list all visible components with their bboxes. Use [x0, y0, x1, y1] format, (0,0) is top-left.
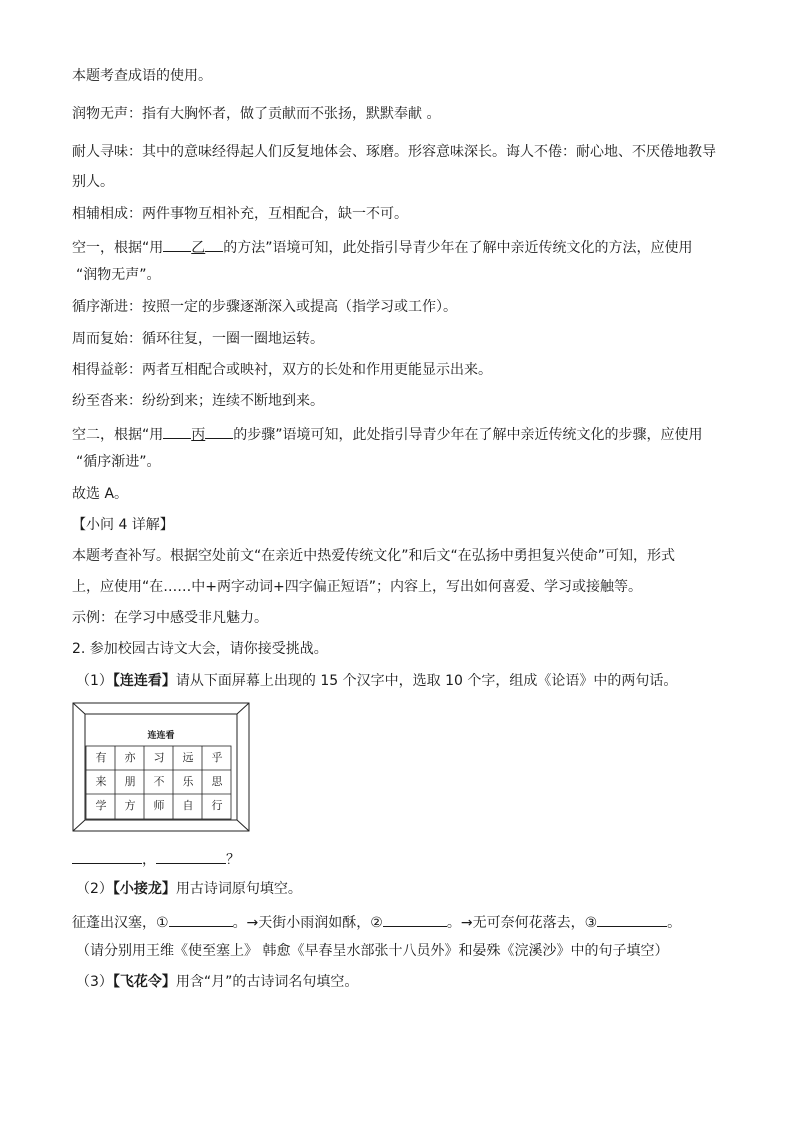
line-18: 示例：在学习中感受非凡魅力。 [72, 610, 268, 626]
line-2: 润物无声：指有大胸怀者，做了贡献而不张扬，默默奉献 。 [72, 106, 441, 122]
question-text: 请从下面屏幕上出现的 15 个汉字中，选取 10 个字，组成《论语》中的两句话。 [175, 673, 678, 689]
grid-cell: 自 [182, 799, 194, 812]
game-screen-image [72, 702, 250, 832]
comma: ， [142, 852, 156, 868]
grid-cell: 习 [153, 751, 165, 764]
line-14: 故选 A。 [72, 486, 129, 502]
line-20 [76, 672, 677, 690]
grid-cell: 思 [211, 775, 223, 788]
question-number: （3） [76, 974, 113, 990]
blank-answer: 乙 [191, 240, 206, 256]
grid-cell: 行 [211, 799, 223, 812]
grid-cell: 方 [124, 799, 136, 812]
answer-blank [597, 911, 667, 927]
grid-cell: 远 [182, 751, 194, 764]
blank-underline [205, 236, 223, 252]
answer-blank [383, 911, 447, 927]
blank-underline [205, 423, 233, 439]
blank-underline [163, 236, 191, 252]
line-13: “循序渐进”。 [76, 454, 161, 470]
line-12-end: 的步骤”语境可知，此处指引导青少年在了解中亲近传统文化的步骤，应使用 [233, 427, 703, 443]
line-3: 耐人寻味：其中的意味经得起人们反复地体会、琢磨。形容意味深长。诲人不倦：耐心地、不厌倦地教导 [72, 144, 716, 160]
answer-blank [72, 848, 142, 864]
question-number: （2） [76, 881, 113, 897]
line-21 [72, 848, 240, 869]
grid-cell: 朋 [124, 775, 136, 788]
grid-cell: 来 [95, 775, 107, 788]
question-text: 用古诗词原句填空。 [175, 881, 302, 897]
blank-underline [163, 423, 191, 439]
grid-cell: 学 [95, 799, 107, 812]
line-23 [72, 911, 681, 932]
question-tag: 【连连看】 [112, 673, 176, 689]
grid-cell: 亦 [124, 751, 136, 764]
line-6-end: 的方法”语境可知，此处指引导青少年在了解中亲近传统文化的方法，应使用 [223, 240, 693, 256]
line-12-start: 空二，根据“用 [72, 427, 164, 443]
line-25 [76, 973, 358, 991]
line-4: 别人。 [72, 174, 114, 190]
line-24: （请分别用王维《使至塞上》 韩愈《早春呈水部张十八员外》和晏殊《浣溪沙》中的句子填空） [76, 943, 669, 959]
line-17: 上，应使用“在……中+两字动词+四字偏正短语”；内容上，写出如何喜爱、学习或接触等。 [72, 579, 642, 595]
grid-cell: 有 [95, 751, 107, 764]
line-22 [76, 880, 302, 898]
line-9: 周而复始：循环往复，一圈一圈地运转。 [72, 331, 324, 347]
blank-answer: 丙 [191, 427, 206, 443]
question-tag: 【小接龙】 [112, 881, 176, 897]
line-11: 纷至沓来：纷纷到来；连续不断地到来。 [72, 393, 324, 409]
line-16: 本题考查补写。根据空处前文“在亲近中热爱传统文化”和后文“在弘扬中勇担复兴使命”可知，形式 [72, 548, 676, 564]
question-text: 用含“月”的古诗词名句填空。 [175, 974, 359, 990]
line-10: 相得益彰：两者互相配合或映衬，双方的长处和作用更能显示出来。 [72, 362, 492, 378]
line-1: 本题考查成语的使用。 [72, 68, 212, 84]
question-number: （1） [76, 673, 113, 689]
line-23-a: 征蓬出汉塞，① [72, 915, 169, 931]
line-5: 相辅相成：两件事物互相补充，互相配合，缺一不可。 [72, 206, 408, 222]
grid-cell: 不 [153, 775, 165, 788]
line-15: 【小问 4 详解】 [72, 517, 174, 533]
line-23-c: 。→无可奈何花落去，③ [446, 915, 598, 931]
grid-cell: 师 [153, 799, 165, 812]
line-6 [72, 236, 693, 257]
line-23-d: 。 [667, 915, 682, 931]
line-8: 循序渐进：按照一定的步骤逐渐深入或提高（指学习或工作）。 [72, 299, 457, 315]
question-tag: 【飞花令】 [112, 974, 176, 990]
line-6-start: 空一，根据“用 [72, 240, 164, 256]
grid-cell: 乐 [182, 775, 194, 788]
question-mark: ？ [226, 852, 240, 868]
line-7: “润物无声”。 [76, 267, 161, 283]
grid-cell: 乎 [211, 751, 223, 764]
line-12 [72, 423, 703, 444]
screen-title: 连连看 [147, 731, 175, 741]
line-19: 2. 参加校园古诗文大会，请你接受挑战。 [72, 641, 328, 657]
answer-blank [156, 848, 226, 864]
line-23-b: 。→天街小雨润如酥，② [232, 915, 383, 931]
answer-blank [169, 911, 233, 927]
